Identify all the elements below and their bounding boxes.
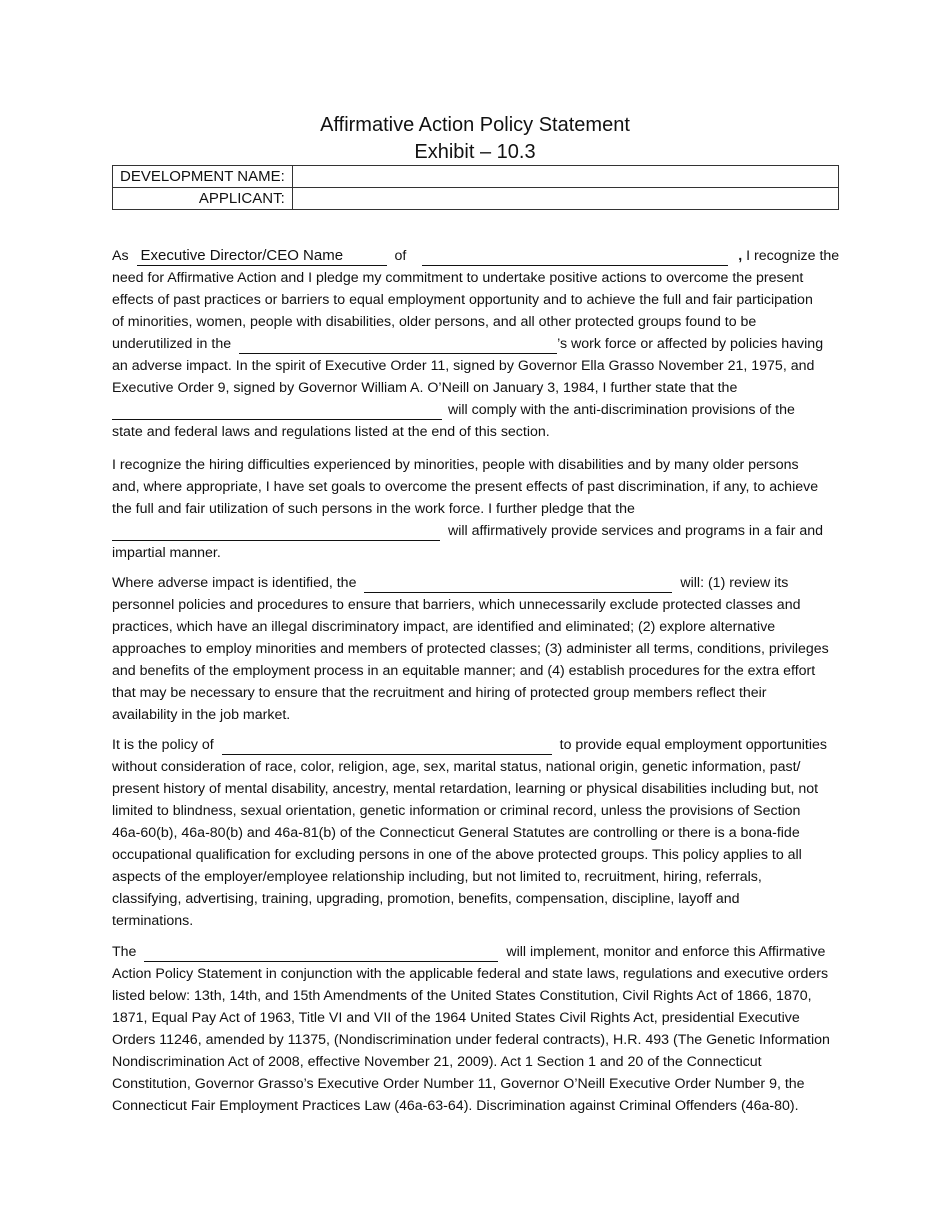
adverse-line-4: approaches to employ minorities and members of protected classes; (3) administer all terms, conditions, privileges bbox=[112, 641, 829, 657]
pledge-line-2: need for Affirmative Action and I pledge my commitment to undertake positive actions to overcome the present bbox=[112, 270, 804, 286]
equal-opportunity-text: to provide equal employment opportunities bbox=[559, 737, 828, 753]
services-organization-field[interactable] bbox=[112, 524, 440, 541]
enforcement-line-5: Orders 11246, amended by 11375, (Nondiscrimination under federal contracts), H.R. 493 (The Genetic Information bbox=[112, 1032, 830, 1048]
hiring-line-5: impartial manner. bbox=[112, 545, 221, 561]
review-organization-field[interactable] bbox=[364, 576, 672, 593]
policy-of-text: It is the policy of bbox=[112, 737, 214, 753]
enforcement-line-3: listed below: 13th, 14th, and 15th Amendments of the United States Constitution, Civil Rights Act of 1866, 1870, bbox=[112, 988, 812, 1004]
development-name-row bbox=[113, 166, 839, 188]
underutilized-text: underutilized in the bbox=[112, 336, 232, 352]
policy-line-7: aspects of the employer/employee relationship including, but not limited to, recruitment, hiring, referrals, bbox=[112, 869, 762, 885]
enforce-text: will implement, monitor and enforce this Affirmative bbox=[506, 944, 826, 960]
applicant-field[interactable] bbox=[292, 188, 838, 210]
executive-director-name-field[interactable]: Executive Director/CEO Name bbox=[137, 247, 387, 266]
services-text: will affirmatively provide services and programs in a fair and bbox=[447, 523, 824, 539]
pledge-line-6: an adverse impact. In the spirit of Executive Order 11, signed by Governor Ella Grasso November 21, 1975, and bbox=[112, 358, 815, 374]
development-name-label: DEVELOPMENT NAME: bbox=[113, 166, 293, 188]
policy-line-6: occupational qualification for excluding persons in one of the above protected groups. This policy applies to all bbox=[112, 847, 802, 863]
pledge-line-9: state and federal laws and regulations listed at the end of this section. bbox=[112, 424, 550, 440]
policy-line-5: 46a-60(b), 46a-80(b) and 46a-81(b) of the Connecticut General Statutes are controlling or there is a bona-fide bbox=[112, 825, 800, 841]
organization-name-field[interactable] bbox=[422, 249, 728, 266]
hiring-line-3: the full and fair utilization of such persons in the work force. I further pledge that the bbox=[112, 501, 635, 517]
pledge-line-7: Executive Order 9, signed by Governor William A. O’Neill on January 3, 1984, I further state that the bbox=[112, 380, 738, 396]
comma-text: , bbox=[738, 248, 743, 264]
as-text: As bbox=[112, 248, 129, 264]
recognize-text: I recognize the bbox=[742, 248, 840, 264]
document-subtitle: Exhibit – 10.3 bbox=[414, 141, 536, 163]
policy-organization-field[interactable] bbox=[222, 738, 552, 755]
review-text: will: (1) review its bbox=[680, 575, 789, 591]
adverse-line-2: personnel policies and procedures to ensure that barriers, which unnecessarily exclude protected classes and bbox=[112, 597, 801, 613]
applicant-label: APPLICANT: bbox=[113, 188, 293, 210]
policy-line-8: classifying, advertising, training, upgrading, promotion, benefits, compensation, discipline, layoff and bbox=[112, 891, 740, 907]
adverse-line-5: and benefits of the employment process in an equitable manner; and (4) establish procedures for the extra effort bbox=[112, 663, 816, 679]
policy-line-2: without consideration of race, color, religion, age, sex, marital status, national origin, genetic information, past/ bbox=[112, 759, 801, 775]
pledge-line-4: of minorities, women, people with disabilities, older persons, and all other protected groups found to be bbox=[112, 314, 757, 330]
enforcement-line-8: Connecticut Fair Employment Practices Law (46a-63-64). Discrimination against Criminal Offenders (46a-80). bbox=[112, 1098, 799, 1114]
workforce-organization-field[interactable] bbox=[239, 337, 557, 354]
adverse-line-6: that may be necessary to ensure that the recruitment and hiring of protected group members reflect their bbox=[112, 685, 767, 701]
adverse-line-3: practices, which have an illegal discriminatory impact, are identified and eliminated; (2) explore alternative bbox=[112, 619, 776, 635]
enforcement-organization-field[interactable] bbox=[144, 945, 498, 962]
pledge-line-3: effects of past practices or barriers to equal employment opportunity and to achieve the full and fair participation bbox=[112, 292, 813, 308]
hiring-line-1: I recognize the hiring difficulties experienced by minorities, people with disabilities and by many older persons bbox=[112, 457, 799, 473]
comply-organization-field[interactable] bbox=[112, 403, 442, 420]
comply-text: will comply with the anti-discrimination provisions of the bbox=[447, 402, 795, 418]
enforcement-line-6: Nondiscrimination Act of 2008, effective November 21, 2009). Act 1 Section 1 and 20 of the Connecticut bbox=[112, 1054, 762, 1070]
work-force-text: ’s work force or affected by policies having bbox=[557, 336, 824, 352]
the-text: The bbox=[112, 944, 137, 960]
policy-line-3: present history of mental disability, ancestry, mental retardation, learning or physical disabilities including but, not bbox=[112, 781, 819, 797]
development-name-field[interactable] bbox=[292, 166, 838, 188]
enforcement-line-4: 1871, Equal Pay Act of 1963, Title VI and VII of the 1964 United States Civil Rights Act, presidential Executive bbox=[112, 1010, 800, 1026]
hiring-line-2: and, where appropriate, I have set goals to overcome the present effects of past discrimination, if any, to achieve bbox=[112, 479, 819, 495]
adverse-impact-text: Where adverse impact is identified, the bbox=[112, 575, 357, 591]
policy-line-4: limited to blindness, sexual orientation, genetic information or criminal record, unless the provisions of Section bbox=[112, 803, 801, 819]
policy-line-9: terminations. bbox=[112, 913, 194, 929]
adverse-line-7: availability in the job market. bbox=[112, 707, 291, 723]
enforcement-line-7: Constitution, Governor Grasso’s Executive Order Number 11, Governor O’Neill Executive Order Number 9, the bbox=[112, 1076, 805, 1092]
applicant-row bbox=[113, 188, 839, 210]
of-text: of bbox=[394, 248, 407, 264]
enforcement-line-2: Action Policy Statement in conjunction with the applicable federal and state laws, regulations and executive orders bbox=[112, 966, 829, 982]
document-title: Affirmative Action Policy Statement bbox=[320, 114, 630, 136]
development-info-table bbox=[112, 165, 839, 210]
